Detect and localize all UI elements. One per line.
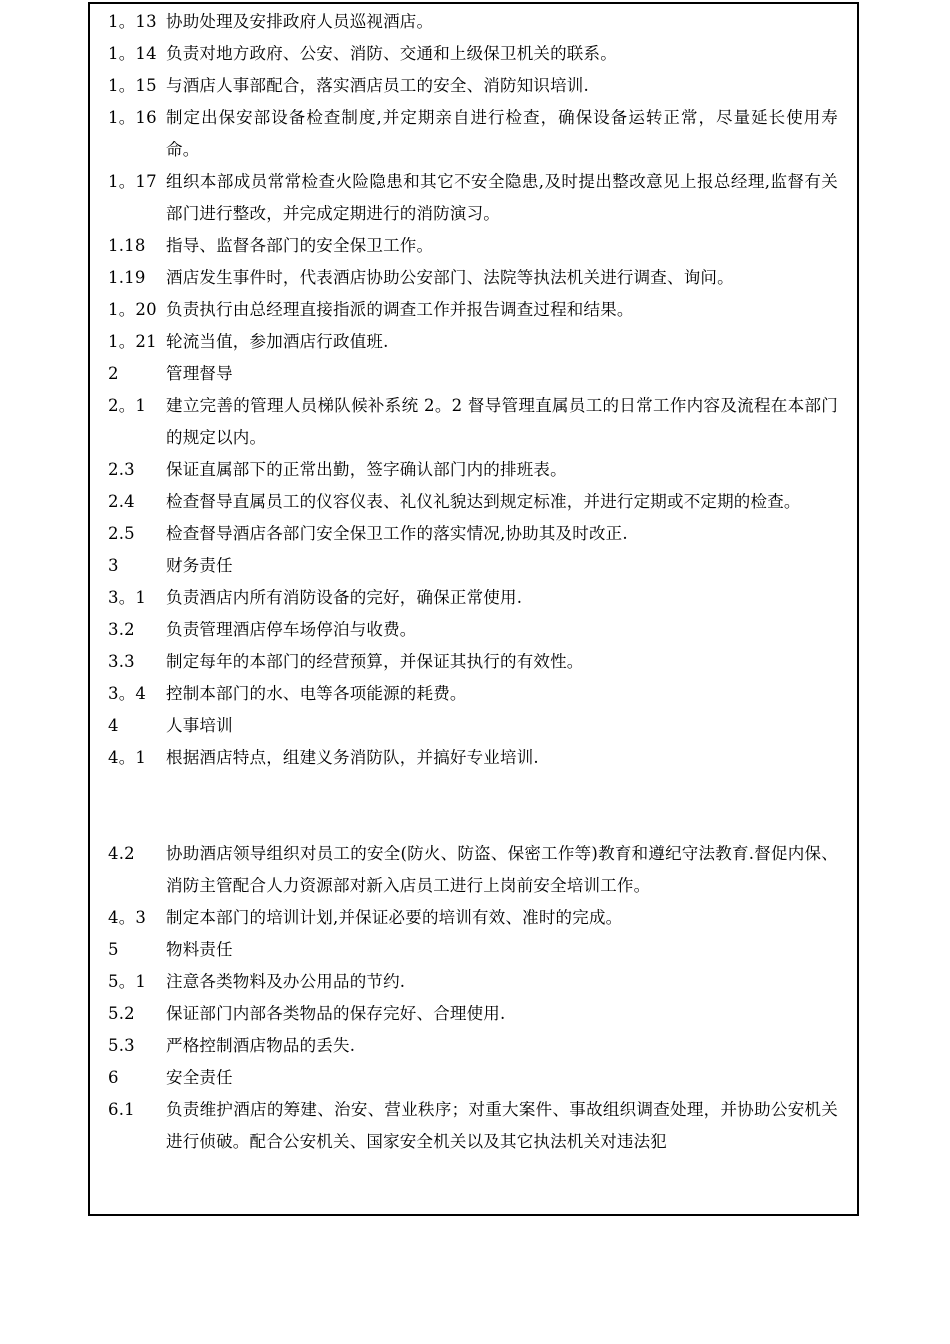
item-text: 注意各类物料及办公用品的节约. (166, 972, 406, 991)
item-text: 负责酒店内所有消防设备的完好，确保正常使用. (166, 588, 523, 607)
item-text: 建立完善的管理人员梯队候补系统 2。2 督导管理直属员工的日常工作内容及流程在本部门的规定以内。 (166, 396, 838, 447)
item-text: 负责维护酒店的筹建、治安、营业秩序；对重大案件、事故组织调查处理，并协助公安机关进行侦破。配合公安机关、国家安全机关以及其它执法机关对违法犯 (166, 1100, 838, 1151)
list-item (108, 614, 838, 646)
list-item (108, 6, 838, 38)
list-item (108, 262, 838, 294)
list-item (108, 454, 838, 486)
item-number: 5.2 (108, 1004, 135, 1023)
section-title: 财务责任 (166, 556, 233, 575)
item-number: 1。14 (108, 44, 157, 63)
item-text: 检查督导酒店各部门安全保卫工作的落实情况,协助其及时改正. (166, 524, 628, 543)
item-text: 制定出保安部设备检查制度,并定期亲自进行检查，确保设备运转正常，尽量延长使用寿命。 (166, 108, 838, 159)
item-text: 负责对地方政府、公安、消防、交通和上级保卫机关的联系。 (166, 44, 617, 63)
item-number: 4.2 (108, 844, 135, 863)
item-number: 2.4 (108, 492, 135, 511)
item-number: 4。3 (108, 908, 147, 927)
item-number: 1。21 (108, 332, 157, 351)
item-text: 酒店发生事件时，代表酒店协助公安部门、法院等执法机关进行调查、询问。 (166, 268, 734, 287)
item-number: 2.3 (108, 460, 135, 479)
item-number: 5.3 (108, 1036, 135, 1055)
list-item (108, 102, 838, 166)
list-item (108, 518, 838, 550)
item-number: 1。13 (108, 12, 157, 31)
item-number: 1.18 (108, 236, 146, 255)
item-text: 负责管理酒店停车场停泊与收费。 (166, 620, 417, 639)
item-number: 5。1 (108, 972, 147, 991)
item-number: 3.2 (108, 620, 135, 639)
item-number: 1.19 (108, 268, 146, 287)
item-number: 4。1 (108, 748, 147, 767)
item-text: 控制本部门的水、电等各项能源的耗费。 (166, 684, 467, 703)
item-text: 制定本部门的培训计划,并保证必要的培训有效、准时的完成。 (166, 908, 623, 927)
list-item (108, 998, 838, 1030)
section-title: 安全责任 (166, 1068, 233, 1087)
item-number: 2。1 (108, 396, 147, 415)
list-item (108, 646, 838, 678)
item-text: 保证部门内部各类物品的保存完好、合理使用. (166, 1004, 506, 1023)
list-item (108, 294, 838, 326)
list-item (108, 582, 838, 614)
section-number: 3 (108, 556, 119, 575)
item-number: 6.1 (108, 1100, 135, 1119)
list-item (108, 70, 838, 102)
item-number: 1。20 (108, 300, 157, 319)
item-text: 检查督导直属员工的仪容仪表、礼仪礼貌达到规定标准，并进行定期或不定期的检查。 (166, 492, 801, 511)
item-text: 负责执行由总经理直接指派的调查工作并报告调查过程和结果。 (166, 300, 634, 319)
section-heading (108, 710, 838, 742)
list-item (108, 166, 838, 230)
item-number: 3.3 (108, 652, 135, 671)
job-duties-list (108, 6, 838, 1158)
list-item (108, 966, 838, 998)
section-heading (108, 358, 838, 390)
section-number: 4 (108, 716, 119, 735)
item-number: 3。4 (108, 684, 147, 703)
list-item (108, 742, 838, 774)
section-number: 2 (108, 364, 119, 383)
list-item (108, 38, 838, 70)
item-number: 2.5 (108, 524, 135, 543)
item-text: 根据酒店特点，组建义务消防队，并搞好专业培训. (166, 748, 539, 767)
section-number: 6 (108, 1068, 119, 1087)
blank-space (108, 774, 838, 838)
item-text: 协助处理及安排政府人员巡视酒店。 (166, 12, 434, 31)
section-number: 5 (108, 940, 119, 959)
list-item (108, 1094, 838, 1158)
item-text: 指导、监督各部门的安全保卫工作。 (166, 236, 434, 255)
list-item (108, 390, 838, 454)
item-text: 轮流当值，参加酒店行政值班. (166, 332, 389, 351)
section-title: 人事培训 (166, 716, 233, 735)
item-text: 与酒店人事部配合，落实酒店员工的安全、消防知识培训. (166, 76, 589, 95)
item-number: 1。15 (108, 76, 157, 95)
list-item (108, 1030, 838, 1062)
item-text: 保证直属部下的正常出勤，签字确认部门内的排班表。 (166, 460, 567, 479)
item-number: 1。16 (108, 108, 157, 127)
list-item (108, 486, 838, 518)
item-text: 制定每年的本部门的经营预算，并保证其执行的有效性。 (166, 652, 584, 671)
section-heading (108, 550, 838, 582)
section-title: 物料责任 (166, 940, 233, 959)
list-item (108, 678, 838, 710)
item-text: 协助酒店领导组织对员工的安全(防火、防盗、保密工作等)教育和遵纪守法教育.督促内保、消防主管配合人力资源部对新入店员工进行上岗前安全培训工作。 (166, 844, 838, 895)
section-title: 管理督导 (166, 364, 233, 383)
item-number: 3。1 (108, 588, 147, 607)
section-heading (108, 934, 838, 966)
item-number: 1。17 (108, 172, 157, 191)
item-text: 严格控制酒店物品的丢失. (166, 1036, 356, 1055)
list-item (108, 838, 838, 902)
list-item (108, 326, 838, 358)
list-item (108, 902, 838, 934)
section-heading (108, 1062, 838, 1094)
item-text: 组织本部成员常常检查火险隐患和其它不安全隐患,及时提出整改意见上报总经理,监督有关部门进行整改，并完成定期进行的消防演习。 (166, 172, 838, 223)
list-item (108, 230, 838, 262)
